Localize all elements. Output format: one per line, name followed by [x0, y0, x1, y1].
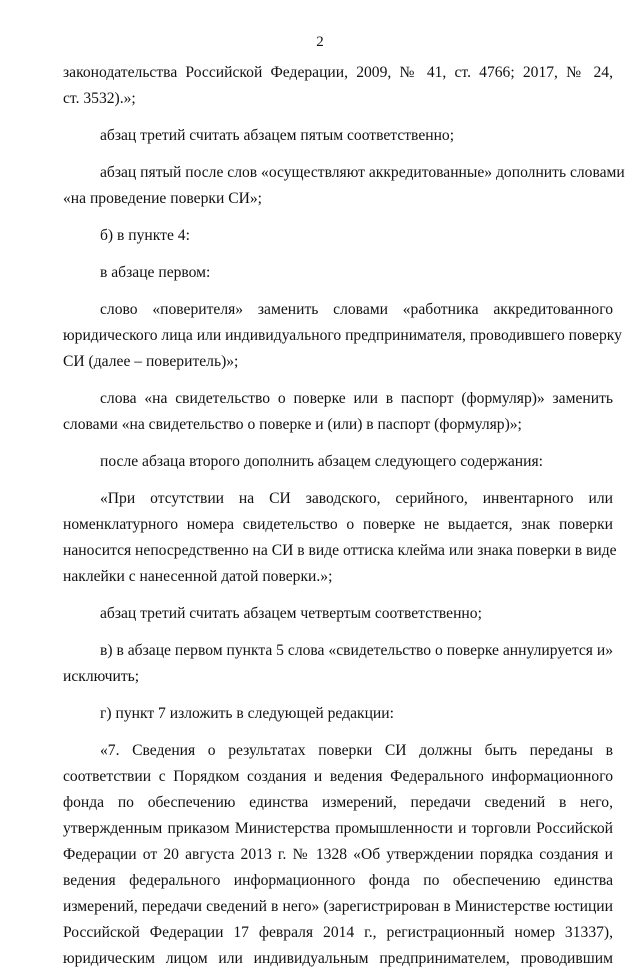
text-line: исключить; — [63, 668, 140, 685]
text-line: СИ (далее – поверитель)»; — [63, 353, 239, 370]
page-number: 2 — [316, 34, 324, 50]
text-line: «7. Сведения о результатах поверки СИ должны быть переданы в — [100, 742, 613, 759]
text-line: ст. 3532).»; — [63, 90, 136, 107]
text-line: соответствии с Порядком создания и ведения Федерального информационного — [63, 768, 613, 785]
text-line: наносится непосредственно на СИ в виде оттиска клейма или знака поверки в виде — [63, 542, 617, 559]
text-line: г) пункт 7 изложить в следующей редакции: — [100, 705, 394, 722]
text-line: Федерации от 20 августа 2013 г. № 1328 «Об утверждении порядка создания и — [63, 846, 613, 863]
text-line: законодательства Российской Федерации, 2009, № 41, ст. 4766; 2017, № 24, — [63, 64, 613, 81]
text-line: фонда по обеспечению единства измерений, передачи сведений в него, — [63, 794, 613, 811]
text-line: б) в пункте 4: — [100, 227, 190, 244]
text-line: абзац третий считать абзацем четвертым соответственно; — [100, 605, 482, 622]
text-line: абзац пятый после слов «осуществляют аккредитованные» дополнить словами — [100, 164, 625, 181]
text-line: наклейки с нанесенной датой поверки.»; — [63, 568, 333, 585]
text-line: юридического лица или индивидуального предпринимателя, проводившего поверку — [63, 327, 622, 344]
text-line: словами «на свидетельство о поверке и (или) в паспорт (формуляр)»; — [63, 416, 522, 433]
text-line: слово «поверителя» заменить словами «работника аккредитованного — [100, 301, 613, 318]
text-line: «на проведение поверки СИ»; — [63, 190, 262, 207]
text-line: в абзаце первом: — [100, 264, 211, 281]
text-line: слова «на свидетельство о поверке или в паспорт (формуляр)» заменить — [100, 390, 613, 407]
text-line: в) в абзаце первом пункта 5 слова «свидетельство о поверке аннулируется и» — [100, 642, 613, 659]
text-line: утвержденным приказом Министерства промышленности и торговли Российской — [63, 820, 613, 837]
text-line: «При отсутствии на СИ заводского, серийного, инвентарного или — [100, 490, 613, 507]
text-line: юридическим лицом или индивидуальным предпринимателем, проводившим — [63, 950, 613, 967]
text-line: после абзаца второго дополнить абзацем следующего содержания: — [100, 453, 544, 470]
text-line: измерений, передачи сведений в него» (зарегистрирован в Министерстве юстиции — [63, 898, 613, 915]
document-body — [63, 60, 625, 972]
text-line: Российской Федерации 17 февраля 2014 г., регистрационный номер 31337), — [63, 924, 613, 941]
text-line: номенклатурного номера свидетельство о поверке не выдается, знак поверки — [63, 516, 613, 533]
text-line: абзац третий считать абзацем пятым соответственно; — [100, 127, 455, 144]
text-line: ведения федерального информационного фонда по обеспечению единства — [63, 872, 613, 889]
